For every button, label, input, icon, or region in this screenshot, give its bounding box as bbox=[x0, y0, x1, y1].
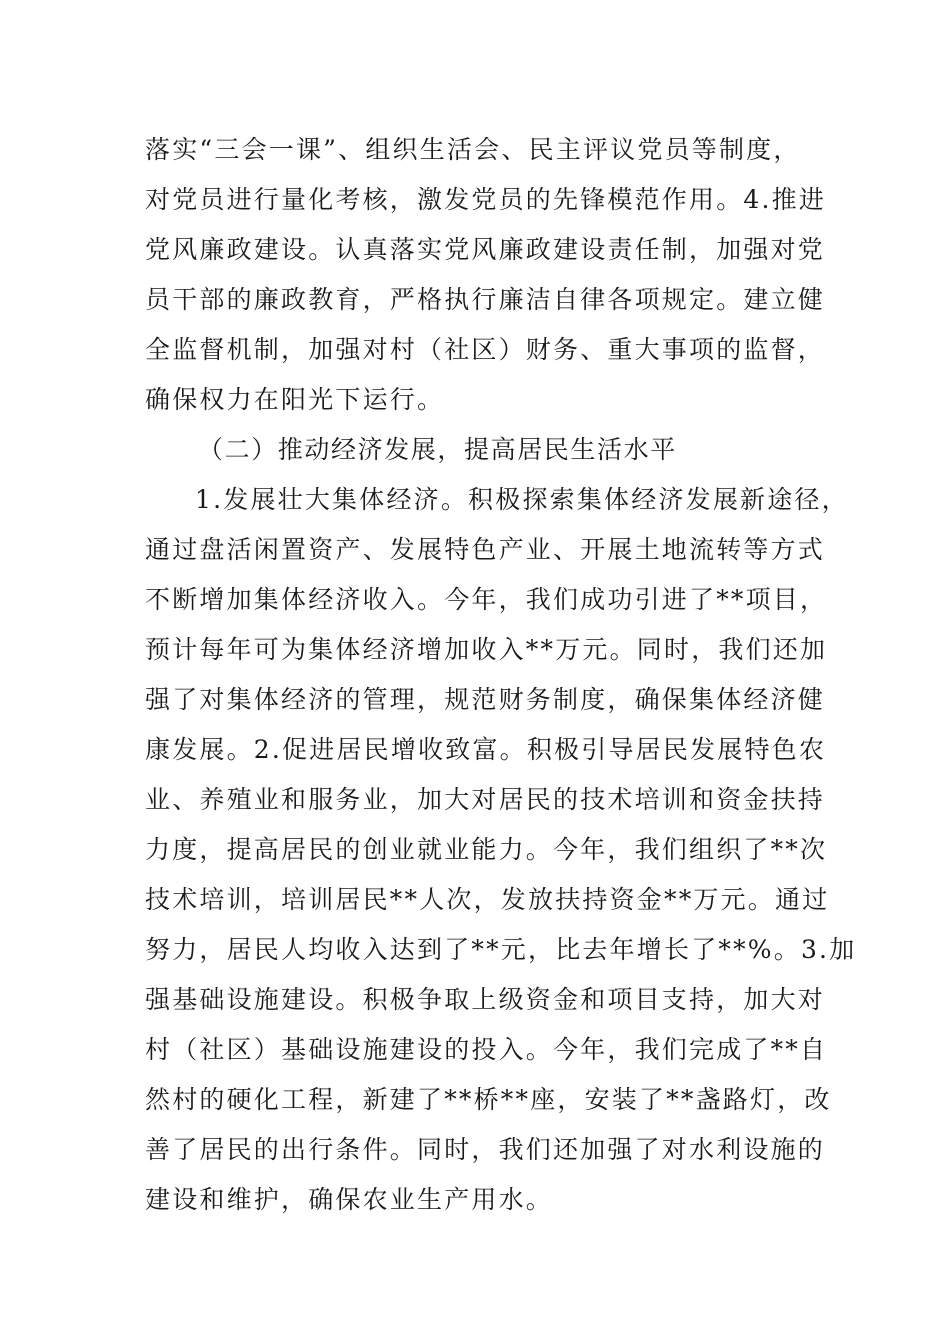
text-line: 强基础设施建设。积极争取上级资金和项目支持，加大对 bbox=[145, 985, 826, 1014]
text-line: 落实“三会一课”、组织生活会、民主评议党员等制度， bbox=[145, 135, 801, 164]
section-heading: （二）推动经济发展，提高居民生活水平 bbox=[198, 435, 677, 464]
text-line: 全监督机制，加强对村（社区）财务、重大事项的监督， bbox=[145, 335, 826, 364]
text-line: 强了对集体经济的管理，规范财务制度，确保集体经济健 bbox=[145, 685, 826, 714]
text-line: 预计每年可为集体经济增加收入**万元。同时，我们还加 bbox=[145, 635, 828, 664]
text-line: 康发展。2.促进居民增收致富。积极引导居民发展特色农 bbox=[145, 735, 827, 764]
text-line: 建设和维护，确保农业生产用水。 bbox=[145, 1185, 554, 1214]
text-line: 1.发展壮大集体经济。积极探索集体经济发展新途径， bbox=[195, 485, 849, 514]
text-line: 不断增加集体经济收入。今年，我们成功引进了**项目， bbox=[145, 585, 828, 614]
text-line: 党风廉政建设。认真落实党风廉政建设责任制，加强对党 bbox=[145, 235, 826, 264]
text-line: 对党员进行量化考核，激发党员的先锋模范作用。4.推进 bbox=[145, 185, 827, 214]
text-line: 然村的硬化工程，新建了**桥**座，安装了**盏路灯，改 bbox=[145, 1085, 832, 1114]
text-line: 确保权力在阳光下运行。 bbox=[145, 385, 445, 414]
text-line: 业、养殖业和服务业，加大对居民的技术培训和资金扶持 bbox=[145, 785, 826, 814]
text-line: 技术培训，培训居民**人次，发放扶持资金**万元。通过 bbox=[145, 885, 830, 914]
text-line: 善了居民的出行条件。同时，我们还加强了对水利设施的 bbox=[145, 1135, 826, 1164]
text-line: 努力，居民人均收入达到了**元，比去年增长了**%。3.加 bbox=[145, 935, 857, 964]
text-line: 村（社区）基础设施建设的投入。今年，我们完成了**自 bbox=[145, 1035, 828, 1064]
text-line: 员干部的廉政教育，严格执行廉洁自律各项规定。建立健 bbox=[145, 285, 826, 314]
text-line: 通过盘活闲置资产、发展特色产业、开展土地流转等方式 bbox=[145, 535, 826, 564]
text-line: 力度，提高居民的创业就业能力。今年，我们组织了**次 bbox=[145, 835, 828, 864]
